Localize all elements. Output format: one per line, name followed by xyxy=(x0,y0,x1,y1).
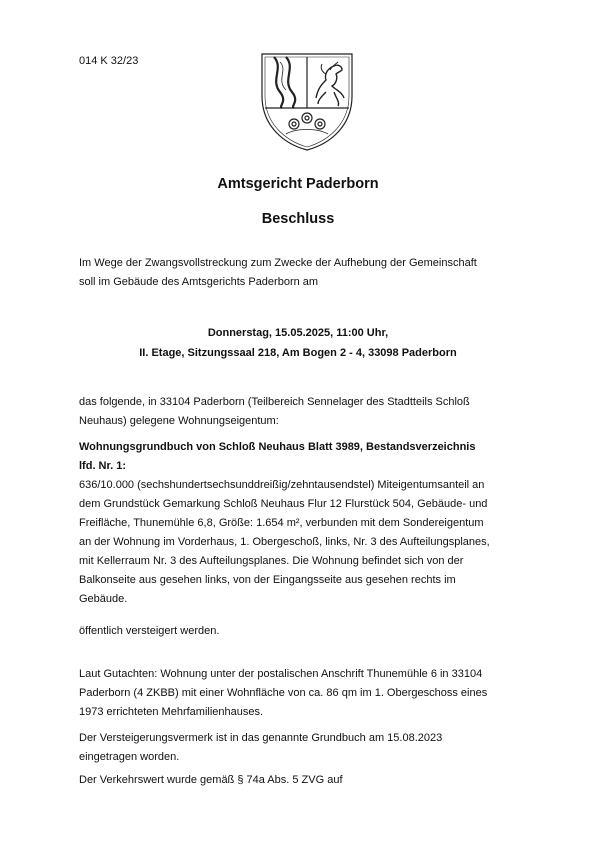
appraisal-line: Laut Gutachten: Wohnung unter der postalischen Anschrift Thunemühle 6 in 33104 xyxy=(79,668,483,680)
property-intro-line-2: Neuhaus) gelegene Wohnungseigentum: xyxy=(79,415,279,427)
property-intro-paragraph xyxy=(79,393,539,431)
appraisal-paragraph xyxy=(79,665,539,722)
property-intro-line-1: das folgende, in 33104 Paderborn (Teilbereich Sennelager des Stadtteils Schloß xyxy=(79,396,470,408)
appraisal-line: 1973 errichteten Mehrfamilienhauses. xyxy=(79,706,264,718)
register-heading xyxy=(79,438,539,476)
description-line: Balkonseite aus gesehen links, von der Eingangsseite aus gesehen rechts im xyxy=(79,574,456,586)
description-line: 636/10.000 (sechshundertsechsunddreißig/zehntausendstel) Miteigentumsanteil an xyxy=(79,479,485,491)
property-description xyxy=(79,476,539,609)
file-number: 014 K 32/23 xyxy=(79,55,139,67)
intro-line-2: soll im Gebäude des Amtsgerichts Paderborn am xyxy=(79,276,319,288)
market-value-statement: Der Verkehrswert wurde gemäß § 74a Abs. 5 ZVG auf xyxy=(79,774,343,786)
description-line: Gebäude. xyxy=(79,593,128,605)
coat-of-arms-icon xyxy=(256,48,358,152)
registration-line-2: eingetragen worden. xyxy=(79,751,180,763)
description-line: dem Grundstück Gemarkung Schloß Neuhaus Flur 12 Flurstück 504, Gebäude- und xyxy=(79,498,488,510)
auction-statement: öffentlich versteigert werden. xyxy=(79,625,220,637)
appointment-date-time: Donnerstag, 15.05.2025, 11:00 Uhr, xyxy=(207,327,389,339)
appointment-location: II. Etage, Sitzungssaal 218, Am Bogen 2 - 4, 33098 Paderborn xyxy=(139,347,457,359)
register-line-2: lfd. Nr. 1: xyxy=(79,460,127,472)
intro-paragraph xyxy=(79,254,539,292)
registration-note xyxy=(79,729,539,767)
register-line-1: Wohnungsgrundbuch von Schloß Neuhaus Blatt 3989, Bestandsverzeichnis xyxy=(79,441,476,453)
description-line: an der Wohnung im Vorderhaus, 1. Obergeschoß, links, Nr. 3 des Aufteilungsplanes, xyxy=(79,536,490,548)
court-title: Amtsgericht Paderborn xyxy=(217,176,379,192)
description-line: Freifläche, Thunemühle 6,8, Größe: 1.654 m², verbunden mit dem Sondereigentum xyxy=(79,517,484,529)
appraisal-line: Paderborn (4 ZKBB) mit einer Wohnfläche von ca. 86 qm im 1. Obergeschoss eines xyxy=(79,687,488,699)
intro-line-1: Im Wege der Zwangsvollstreckung zum Zwecke der Aufhebung der Gemeinschaft xyxy=(79,257,477,269)
document-type-heading: Beschluss xyxy=(261,211,335,227)
description-line: mit Kellerraum Nr. 3 des Aufteilungsplanes. Die Wohnung befindet sich von der xyxy=(79,555,464,567)
registration-line-1: Der Versteigerungsvermerk ist in das genannte Grundbuch am 15.08.2023 xyxy=(79,732,443,744)
